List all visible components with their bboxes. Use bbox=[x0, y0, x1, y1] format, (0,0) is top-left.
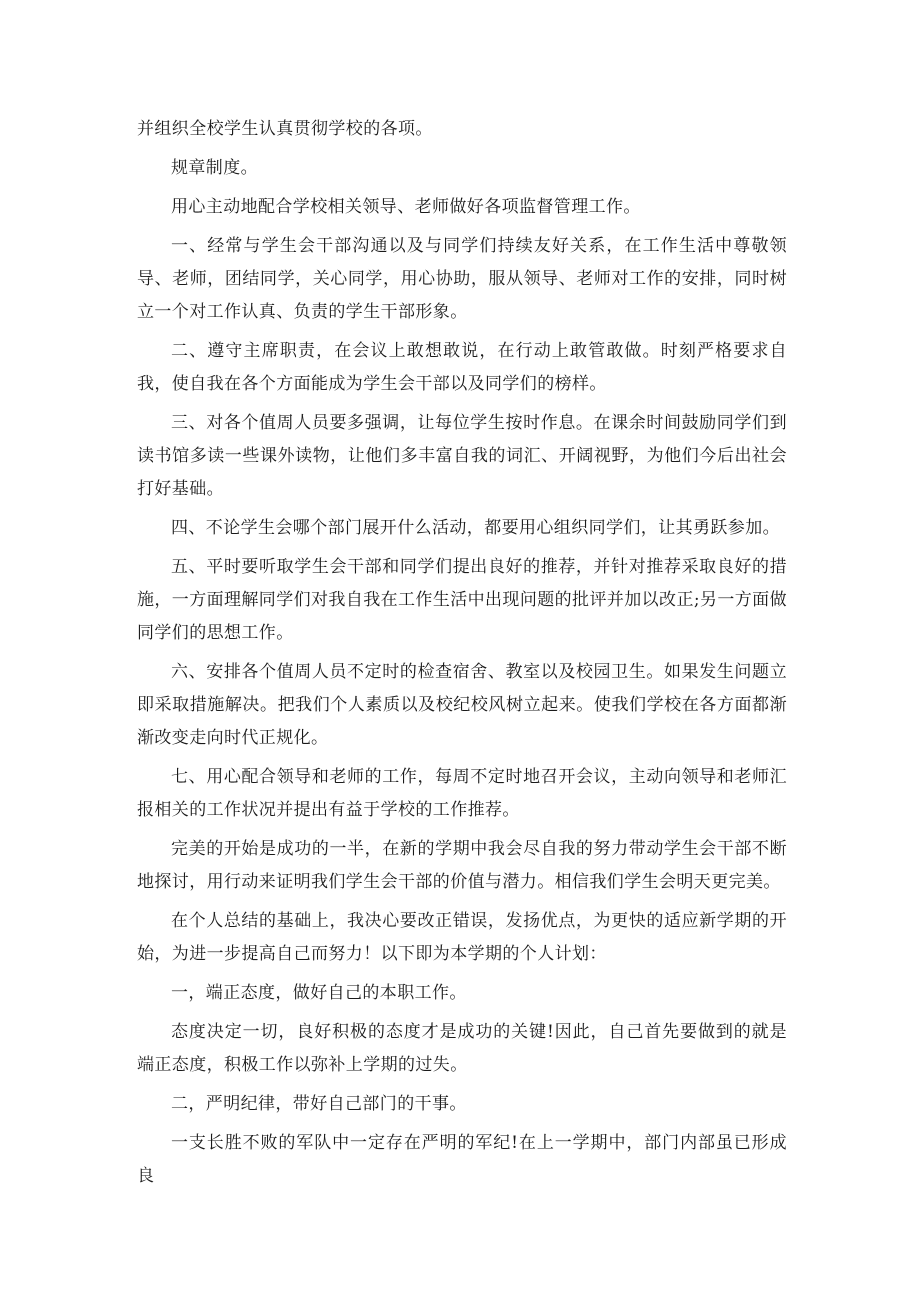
paragraph: 一支长胜不败的军队中一定存在严明的军纪!在上一学期中，部门内部虽已形成良 bbox=[137, 1133, 787, 1186]
paragraph: 六、安排各个值周人员不定时的检查宿舍、教室以及校园卫生。如果发生问题立即采取措施解决。把我们个人素质以及校纪校风树立起来。使我们学校在各方面都渐渐改变走向时代正规化。 bbox=[137, 662, 787, 748]
paragraph: 一，端正态度，做好自己的本职工作。 bbox=[171, 983, 467, 1003]
paragraph: 用心主动地配合学校相关领导、老师做好各项监督管理工作。 bbox=[171, 197, 641, 217]
paragraph: 四、不论学生会哪个部门展开什么活动，都要用心组织同学们，让其勇跃参加。 bbox=[171, 518, 780, 538]
paragraph: 七、用心配合领导和老师的工作，每周不定时地召开会议，主动向领导和老师汇报相关的工作状况并提出有益于学校的工作推荐。 bbox=[137, 767, 787, 820]
paragraph: 二，严明纪律，带好自己部门的干事。 bbox=[171, 1094, 467, 1114]
document-body bbox=[137, 113, 787, 1199]
paragraph: 一、经常与学生会干部沟通以及与同学们持续友好关系，在工作生活中尊敬领导、老师，团结同学，关心同学，用心协助，服从领导、老师对工作的安排，同时树立一个对工作认真、负责的学生干部形象。 bbox=[137, 236, 787, 322]
paragraph: 并组织全校学生认真贯彻学校的各项。 bbox=[137, 119, 433, 139]
paragraph: 二、遵守主席职责，在会议上敢想敢说，在行动上敢管敢做。时刻严格要求自我，使自我在各个方面能成为学生会干部以及同学们的榜样。 bbox=[137, 341, 787, 394]
paragraph: 规章制度。 bbox=[171, 158, 258, 178]
paragraph: 态度决定一切，良好积极的态度才是成功的关键!因此，自己首先要做到的就是端正态度，积极工作以弥补上学期的过失。 bbox=[137, 1022, 787, 1075]
paragraph: 完美的开始是成功的一半，在新的学期中我会尽自我的努力带动学生会干部不断地探讨，用行动来证明我们学生会干部的价值与潜力。相信我们学生会明天更完美。 bbox=[137, 839, 787, 892]
paragraph: 三、对各个值周人员要多强调，让每位学生按时作息。在课余时间鼓励同学们到读书馆多读一些课外读物，让他们多丰富自我的词汇、开阔视野，为他们今后出社会打好基础。 bbox=[137, 413, 787, 499]
paragraph: 在个人总结的基础上，我决心要改正错误，发扬优点，为更快的适应新学期的开始，为进一步提高自己而努力！以下即为本学期的个人计划： bbox=[137, 911, 787, 964]
paragraph: 五、平时要听取学生会干部和同学们提出良好的推荐，并针对推荐采取良好的措施，一方面理解同学们对我自我在工作生活中出现问题的批评并加以改正;另一方面做同学们的思想工作。 bbox=[137, 557, 787, 643]
